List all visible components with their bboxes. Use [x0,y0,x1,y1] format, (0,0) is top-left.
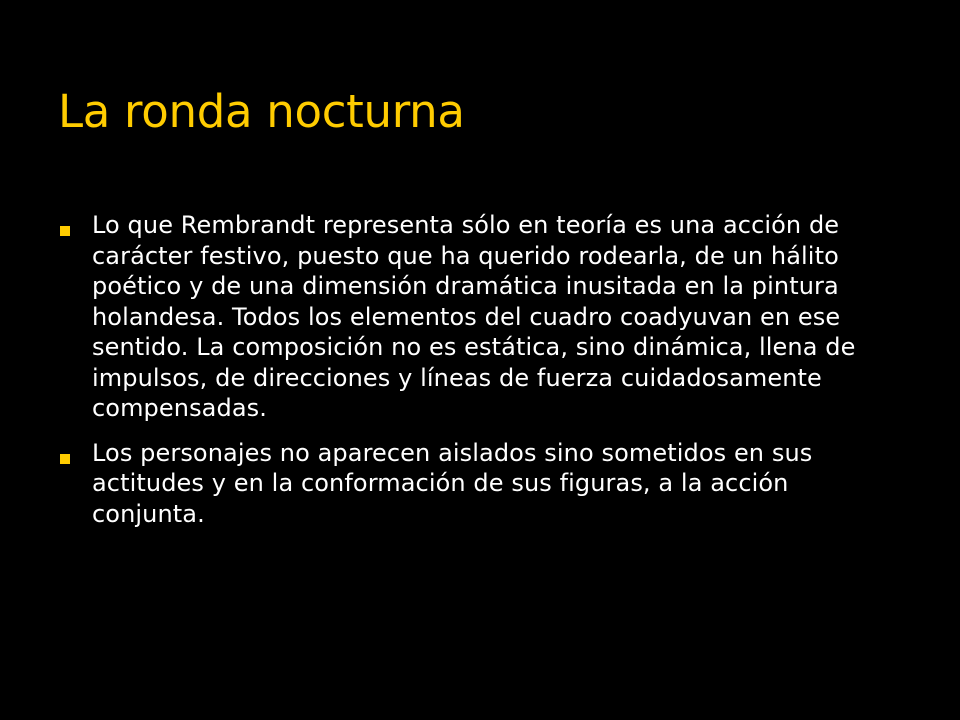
square-bullet-icon [60,226,70,236]
bullet-item [58,438,888,530]
slide-title: La ronda nocturna [58,85,465,138]
bullet-item [58,210,888,424]
bullet-text: Los personajes no aparecen aislados sino sometidos en sus actitudes y en la conformación de sus figuras, a la acción conjunta. [92,438,813,528]
bullet-list [58,210,888,543]
bullet-text: Lo que Rembrandt representa sólo en teoría es una acción de carácter festivo, puesto que ha querido rodearla, de un hálito poético y de una dimensión dramática inusitada en la pintura holandesa. Todos los elementos del cuadro coadyuvan en ese sentido. La composición no es estática, sino dinámica, llena de impulsos, de direcciones y líneas de fuerza cuidadosamente compensadas. [92,211,856,422]
square-bullet-icon [60,454,70,464]
